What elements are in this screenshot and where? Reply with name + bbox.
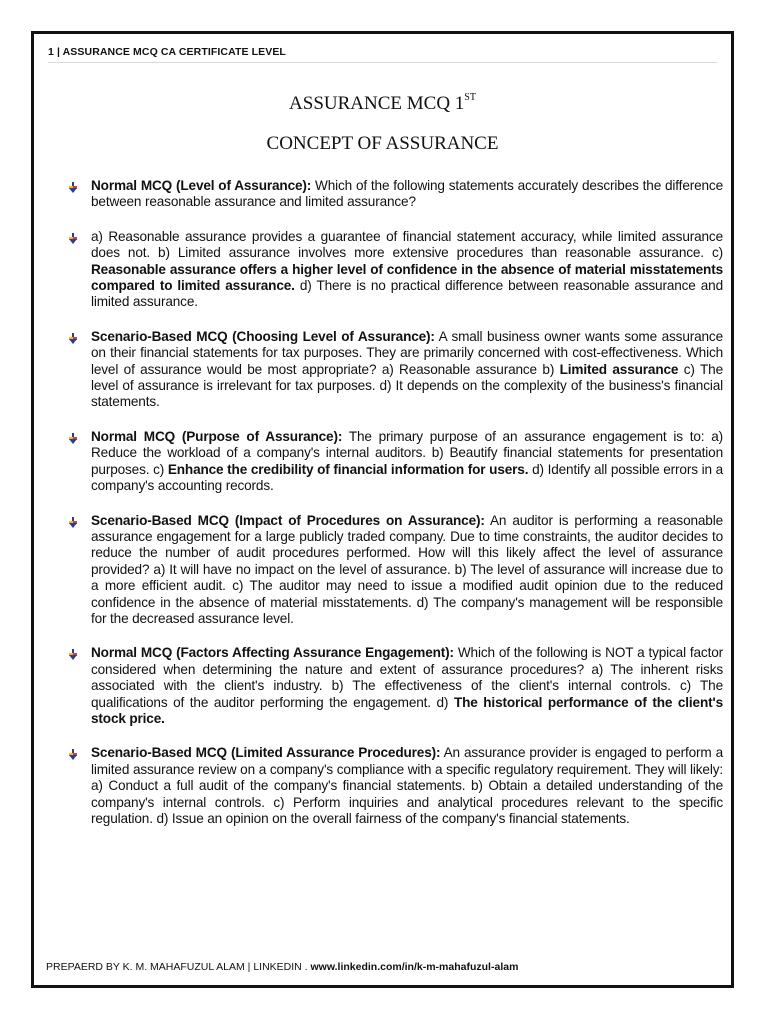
down-arrow-bullet-icon bbox=[68, 648, 78, 659]
footer bbox=[46, 961, 518, 973]
bold-text-segment: Normal MCQ (Level of Assurance): bbox=[91, 178, 312, 193]
list-item bbox=[68, 745, 723, 827]
list-item bbox=[68, 178, 723, 211]
text-segment: An auditor is performing a reasonable assurance engagement for a large publicly traded company. Due to time constraints, the auditor decides to reduce the number of audit procedures performed. How will this likely affect the level of assurance provided? a) It will have no impact on the level of assurance. b) The level of assurance will increase due to a more efficient audit. c) The auditor may need to issue a modified audit opinion due to the reduced confidence in the absence of material misstatements. d) The company's management will be responsible for the decreased assurance level. bbox=[91, 512, 723, 626]
down-arrow-bullet-icon bbox=[68, 181, 78, 192]
bold-text-segment: Scenario-Based MCQ (Limited Assurance Procedures): bbox=[91, 745, 441, 761]
title-superscript: ST bbox=[464, 92, 476, 103]
bold-text-segment: Enhance the credibility of financial information for users. bbox=[167, 461, 529, 477]
text-segment: The primary purpose of an assurance engagement is to: a) Reduce the workload of a company's internal auditors. b) Beautify financial statements for presentation purposes. c) bbox=[91, 428, 723, 477]
text-segment: a) Reasonable assurance provides a guarantee of financial statement accuracy, while limited assurance does not. b) Limited assurance involves more extensive procedures than reasonable assurance. c) bbox=[91, 228, 723, 261]
text-segment: c) The level of assurance is irrelevant for tax purposes. d) It depends on the complexity of the business's financial statements. bbox=[91, 361, 723, 410]
text-segment: d) There is no practical difference between reasonable assurance and limited assurance. bbox=[91, 278, 723, 310]
down-arrow-bullet-icon bbox=[68, 432, 78, 443]
down-arrow-bullet-icon bbox=[68, 516, 78, 527]
mcq-list bbox=[68, 178, 723, 845]
text-segment: A small business owner wants some assurance on their financial statements for tax purposes. They are primarily concerned with cost-effectiveness. Which level of assurance would be most appropriate? a) Reasonable assurance b) bbox=[91, 328, 723, 377]
bold-text-segment: Scenario-Based MCQ (Choosing Level of Assurance): bbox=[91, 328, 435, 344]
title-text: ASSURANCE MCQ 1 bbox=[289, 93, 465, 114]
text-segment: An assurance provider is engaged to perform a limited assurance review on a company's compliance with a specific regulatory requirement. They will likely: a) Conduct a full audit of the company's financial statements. b) Obtain a detailed understanding of the company's internal controls. c) Perform inquiries and analytical procedures relevant to the specific regulation. d) Issue an opinion on the overall fairness of the company's financial statements. bbox=[91, 745, 724, 826]
list-item bbox=[68, 513, 723, 628]
down-arrow-bullet-icon bbox=[68, 748, 78, 759]
bold-text-segment: Limited assurance bbox=[559, 361, 679, 377]
page bbox=[31, 31, 734, 988]
bold-text-segment: The historical performance of the client's stock price. bbox=[91, 694, 723, 726]
list-item bbox=[68, 329, 723, 411]
text-segment: Which of the following statements accurately describes the difference between reasonable assurance and limited assurance? bbox=[91, 178, 723, 210]
bold-text-segment: Reasonable assurance offers a higher level of confidence in the absence of material misstatements compared to limited assurance. bbox=[91, 261, 723, 294]
down-arrow-bullet-icon bbox=[68, 332, 78, 343]
down-arrow-bullet-icon bbox=[68, 232, 78, 243]
bold-text-segment: Normal MCQ (Factors Affecting Assurance Engagement): bbox=[91, 645, 454, 661]
text-segment: d) Identify all possible errors in a company's accounting records. bbox=[91, 461, 723, 494]
footer-prepared-by: PREPAERD BY K. M. MAHAFUZUL ALAM | LINKEDIN . bbox=[46, 961, 311, 973]
text-segment: Which of the following is NOT a typical factor considered when determining the nature and extent of assurance procedures? a) The inherent risks associated with the client's industry. b) The effectiveness of the client's internal controls. c) The qualifications of the auditor performing the engagement. d) bbox=[91, 645, 723, 710]
page-title bbox=[34, 92, 731, 115]
bold-text-segment: Normal MCQ (Purpose of Assurance): bbox=[91, 428, 343, 444]
list-item bbox=[68, 229, 723, 311]
linkedin-link[interactable]: www.linkedin.com/in/k-m-mahafuzul-alam bbox=[310, 961, 519, 973]
list-item bbox=[68, 429, 723, 495]
running-header: 1 | ASSURANCE MCQ CA CERTIFICATE LEVEL bbox=[48, 46, 717, 63]
list-item bbox=[68, 645, 723, 727]
page-subtitle: CONCEPT OF ASSURANCE bbox=[266, 133, 499, 154]
bold-text-segment: Scenario-Based MCQ (Impact of Procedures on Assurance): bbox=[91, 512, 485, 528]
